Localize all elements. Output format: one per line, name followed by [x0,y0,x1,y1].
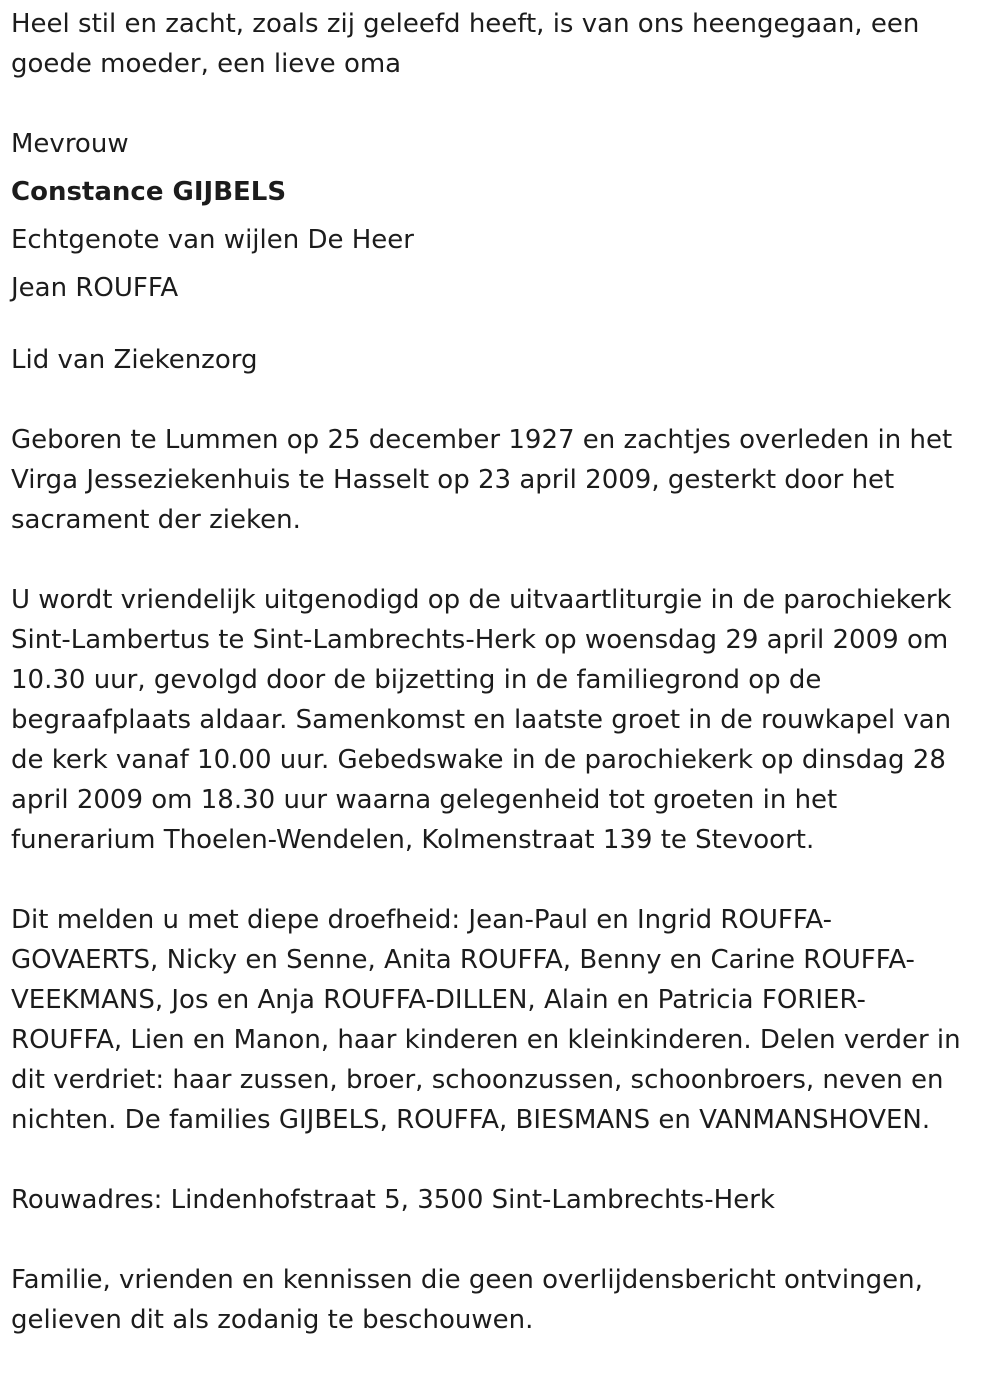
family-line: ROUFFA, Lien en Manon, haar kinderen en kleinkinderen. Delen verder in [11,1025,961,1055]
obituary-notice [11,4,991,1380]
funeral-line: begraafplaats aldaar. Samenkomst en laatste groet in de rouwkapel van [11,705,952,735]
birth-death-line: sacrament der zieken. [11,505,301,535]
funeral-line: april 2009 om 18.30 uur waarna gelegenheid tot groeten in het [11,785,838,815]
intro-line: Heel stil en zacht, zoals zij geleefd heeft, is van ons heengegaan, een [11,9,920,39]
funeral-line: 10.30 uur, gevolgd door de bijzetting in de familiegrond op de [11,665,822,695]
family-line: Dit melden u met diepe droefheid: Jean-Paul en Ingrid ROUFFA- [11,905,833,935]
funeral-line: funerarium Thoelen-Wendelen, Kolmenstraat 139 te Stevoort. [11,825,815,855]
deceased-header [11,124,991,308]
funeral-line: de kerk vanaf 10.00 uur. Gebedswake in de parochiekerk op dinsdag 28 [11,745,946,775]
intro-line: goede moeder, een lieve oma [11,49,402,79]
address-paragraph [11,1180,991,1220]
membership: Lid van Ziekenzorg [11,345,258,375]
funeral-line: Sint-Lambertus te Sint-Lambrechts-Herk op woensdag 29 april 2009 om [11,625,949,655]
family-paragraph [11,900,991,1140]
spouse-line: Echtgenote van wijlen De Heer [11,225,414,255]
funeral-paragraph [11,580,991,860]
deceased-name: Constance GIJBELS [11,177,287,207]
spouse-name: Jean ROUFFA [11,273,179,303]
mourning-address: Rouwadres: Lindenhofstraat 5, 3500 Sint-Lambrechts-Herk [11,1185,775,1215]
closing-line: gelieven dit als zodanig te beschouwen. [11,1305,534,1335]
birth-death-line: Geboren te Lummen op 25 december 1927 en zachtjes overleden in het [11,425,953,455]
funeral-line: U wordt vriendelijk uitgenodigd op de uitvaartliturgie in de parochiekerk [11,585,952,615]
family-line: GOVAERTS, Nicky en Senne, Anita ROUFFA, Benny en Carine ROUFFA- [11,945,915,975]
intro-paragraph [11,4,991,84]
family-line: dit verdriet: haar zussen, broer, schoonzussen, schoonbroers, neven en [11,1065,944,1095]
family-line: VEEKMANS, Jos en Anja ROUFFA-DILLEN, Alain en Patricia FORIER- [11,985,866,1015]
salutation: Mevrouw [11,129,129,159]
family-line: nichten. De families GIJBELS, ROUFFA, BIESMANS en VANMANSHOVEN. [11,1105,931,1135]
birth-death-paragraph [11,420,991,540]
membership-paragraph [11,340,991,380]
birth-death-line: Virga Jesseziekenhuis te Hasselt op 23 april 2009, gesterkt door het [11,465,895,495]
closing-line: Familie, vrienden en kennissen die geen overlijdensbericht ontvingen, [11,1265,923,1295]
closing-paragraph [11,1260,991,1340]
